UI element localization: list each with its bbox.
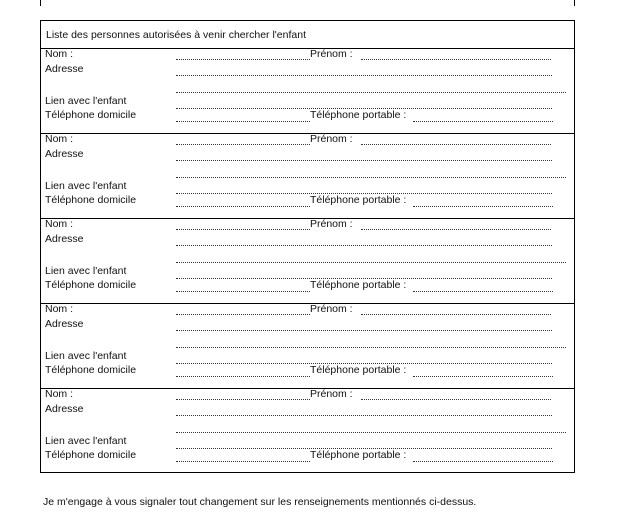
- nom-label: Nom :: [45, 218, 74, 230]
- nom-field[interactable]: [176, 399, 310, 400]
- nom-label: Nom :: [45, 303, 74, 315]
- lien-label: Lien avec l'enfant: [45, 435, 127, 447]
- tel-domicile-field[interactable]: [176, 376, 310, 377]
- tel-domicile-label: Téléphone domicile: [45, 109, 137, 121]
- nom-field[interactable]: [176, 314, 310, 315]
- nom-label: Nom :: [45, 133, 74, 145]
- authorized-persons-form: [40, 20, 575, 473]
- tel-portable-label: Téléphone portable :: [310, 194, 407, 206]
- adresse-label: Adresse: [45, 318, 84, 330]
- person-block: [41, 389, 574, 472]
- person-block: [41, 219, 574, 304]
- prenom-label: Prénom :: [310, 388, 353, 400]
- prenom-field[interactable]: [361, 144, 551, 145]
- tel-domicile-field[interactable]: [176, 291, 310, 292]
- prenom-field[interactable]: [361, 59, 551, 60]
- tel-portable-field[interactable]: [413, 376, 553, 377]
- form-title: Liste des personnes autorisées à venir chercher l'enfant: [41, 21, 574, 49]
- lien-label: Lien avec l'enfant: [45, 350, 127, 362]
- adresse-field-line-1[interactable]: [176, 245, 552, 246]
- adresse-field-line-2[interactable]: [176, 92, 566, 93]
- person-block: [41, 134, 574, 219]
- nom-label: Nom :: [45, 48, 74, 60]
- prenom-field[interactable]: [361, 314, 551, 315]
- prenom-label: Prénom :: [310, 303, 353, 315]
- adresse-field-line-1[interactable]: [176, 75, 552, 76]
- tel-portable-field[interactable]: [413, 461, 553, 462]
- prenom-label: Prénom :: [310, 133, 353, 145]
- prenom-field[interactable]: [361, 229, 551, 230]
- prenom-label: Prénom :: [310, 48, 353, 60]
- tel-portable-label: Téléphone portable :: [310, 449, 407, 461]
- person-block: [41, 304, 574, 389]
- adresse-field-line-1[interactable]: [176, 415, 552, 416]
- commitment-statement: Je m'engage à vous signaler tout changement sur les renseignements mentionnés ci-dessus.: [43, 496, 477, 508]
- lien-label: Lien avec l'enfant: [45, 180, 127, 192]
- adresse-field-line-2[interactable]: [176, 432, 566, 433]
- nom-field[interactable]: [176, 144, 310, 145]
- tel-domicile-label: Téléphone domicile: [45, 449, 137, 461]
- tel-portable-label: Téléphone portable :: [310, 364, 407, 376]
- nom-field[interactable]: [176, 59, 310, 60]
- prenom-label: Prénom :: [310, 218, 353, 230]
- tel-domicile-field[interactable]: [176, 121, 310, 122]
- adresse-field-line-2[interactable]: [176, 177, 566, 178]
- person-block: [41, 49, 574, 134]
- tel-portable-field[interactable]: [413, 291, 553, 292]
- lien-label: Lien avec l'enfant: [45, 265, 127, 277]
- tel-portable-label: Téléphone portable :: [310, 279, 407, 291]
- tel-domicile-field[interactable]: [176, 206, 310, 207]
- tel-portable-label: Téléphone portable :: [310, 109, 407, 121]
- adresse-field-line-1[interactable]: [176, 330, 552, 331]
- adresse-field-line-2[interactable]: [176, 262, 566, 263]
- tel-domicile-field[interactable]: [176, 461, 310, 462]
- adresse-field-line-1[interactable]: [176, 160, 552, 161]
- tel-domicile-label: Téléphone domicile: [45, 279, 137, 291]
- prenom-field[interactable]: [361, 399, 551, 400]
- adresse-label: Adresse: [45, 63, 84, 75]
- previous-section-edge: [40, 0, 575, 6]
- tel-portable-field[interactable]: [413, 206, 553, 207]
- adresse-label: Adresse: [45, 148, 84, 160]
- tel-domicile-label: Téléphone domicile: [45, 364, 137, 376]
- adresse-label: Adresse: [45, 403, 84, 415]
- nom-field[interactable]: [176, 229, 310, 230]
- lien-label: Lien avec l'enfant: [45, 95, 127, 107]
- nom-label: Nom :: [45, 388, 74, 400]
- adresse-field-line-2[interactable]: [176, 347, 566, 348]
- tel-portable-field[interactable]: [413, 121, 553, 122]
- tel-domicile-label: Téléphone domicile: [45, 194, 137, 206]
- adresse-label: Adresse: [45, 233, 84, 245]
